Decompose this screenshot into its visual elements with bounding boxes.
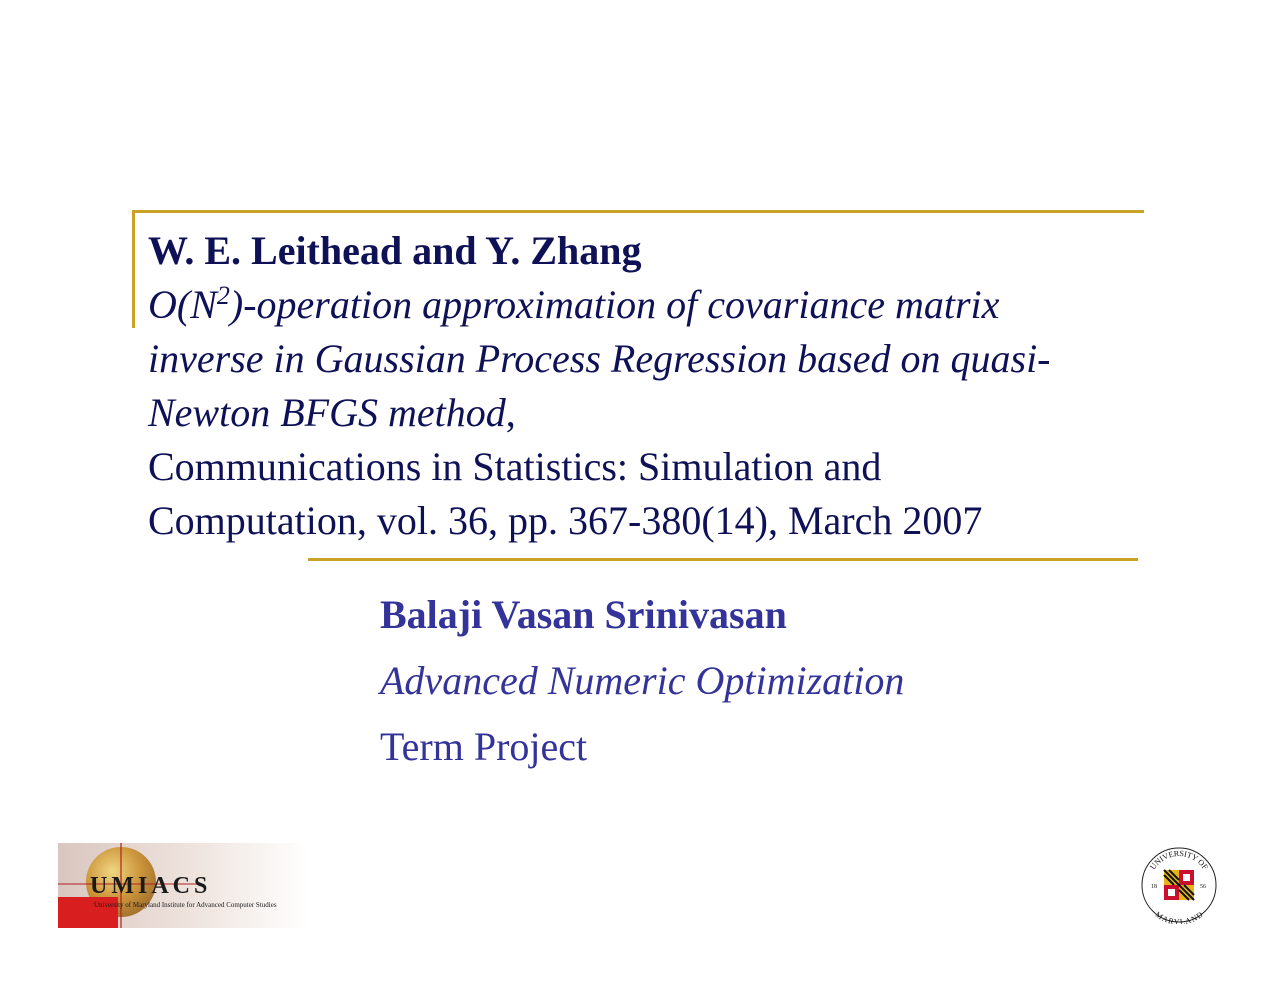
paper-title-line3: Newton BFGS method xyxy=(148,390,506,435)
seal-top-text: UNIVERSITY OF xyxy=(1148,848,1210,872)
presenter-name: Balaji Vasan Srinivasan xyxy=(380,592,787,637)
journal-line-1: Communications in Statistics: Simulation and xyxy=(148,444,882,489)
umiacs-logo xyxy=(58,843,308,928)
maryland-flag-icon xyxy=(1164,870,1194,900)
seal-year-right: 56 xyxy=(1200,884,1206,890)
paper-authors: W. E. Leithead and Y. Zhang xyxy=(148,228,642,273)
title-bottom-rule xyxy=(308,558,1138,561)
umiacs-logo-text: UMIACS xyxy=(90,873,212,899)
paper-title-prefix: O(N xyxy=(148,282,217,327)
seal-year-left: 18 xyxy=(1151,884,1157,890)
journal-line-2: Computation, vol. 36, pp. 367-380(14), March 2007 xyxy=(148,498,983,543)
course-name: Advanced Numeric Optimization xyxy=(380,658,905,703)
title-top-rule xyxy=(132,210,1144,213)
presenter-block xyxy=(380,582,904,780)
paper-title xyxy=(148,278,1208,440)
paper-title-rest: )-operation approximation of covariance matrix xyxy=(229,282,1000,327)
paper-title-superscript: 2 xyxy=(216,281,230,310)
paper-title-comma: , xyxy=(505,390,516,435)
seal-bottom-text: MARYLAND xyxy=(1153,909,1205,924)
project-label: Term Project xyxy=(380,724,588,769)
umd-seal-logo xyxy=(1140,846,1218,924)
paper-title-line2: inverse in Gaussian Process Regression based on quasi- xyxy=(148,336,1051,381)
title-left-rule xyxy=(132,210,135,328)
umiacs-logo-subtitle: University of Maryland Institute for Advanced Computer Studies xyxy=(94,901,277,909)
paper-citation xyxy=(148,224,1208,548)
